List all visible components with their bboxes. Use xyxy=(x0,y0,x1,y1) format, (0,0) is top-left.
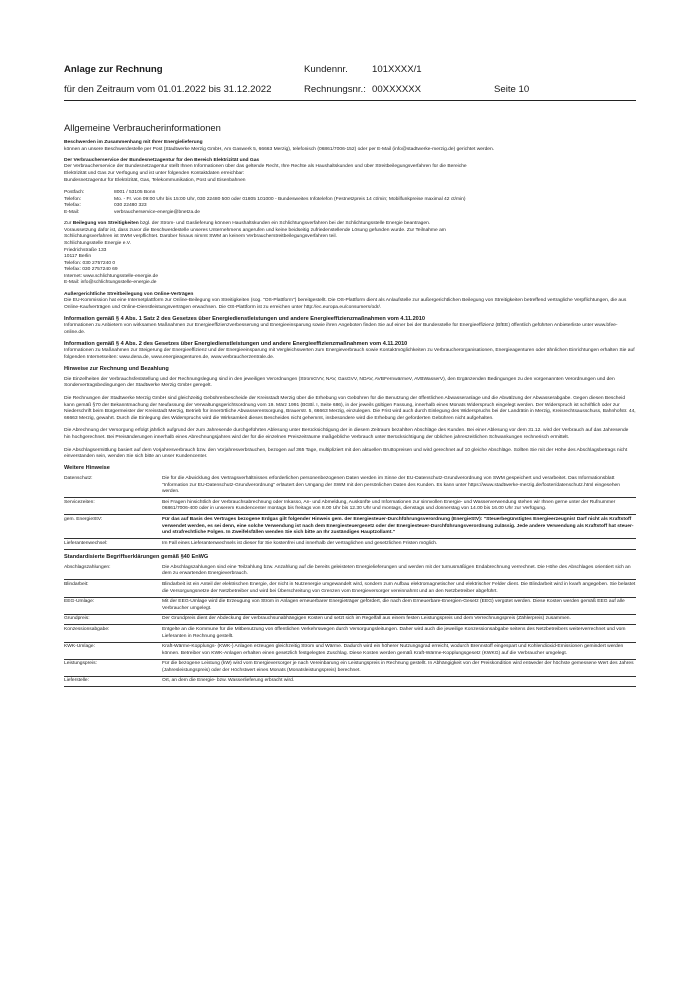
section-heading: Der Verbraucherservice der Bundesnetzagentur für den Bereich Elektrizität und Gas xyxy=(64,157,260,163)
header-period: für den Zeitraum vom 01.01.2022 bis 31.12.2022 xyxy=(64,84,272,95)
address-line: Friedrichstraße 133 xyxy=(64,247,107,253)
term-row xyxy=(64,627,636,643)
term-row xyxy=(64,661,636,677)
term-value: Die Abschlagszahlungen sind eine Teilzahlung bzw. Anzahlung auf die bereits geleisteten Energielieferungen und werden mit der turnusmäßigen Endabrechnung verrechnet. Die Höhe des Abschlages orientiert sich an dem zu erwartenden Energieverbrauch. xyxy=(162,564,631,577)
term-row xyxy=(64,582,636,598)
term-value: Ort, an dem die Energie- bzw. Wasserlieferung erbracht wird. xyxy=(162,678,295,684)
contact-value: verbraucherservice-energie@bnetza.de xyxy=(114,209,200,215)
term-label: Abschlagszahlungen: xyxy=(64,564,111,570)
term-label: KWK-Umlage: xyxy=(64,644,95,650)
contact-row xyxy=(64,190,636,197)
contact-value: 030 22480 323 xyxy=(114,203,147,209)
term-value: Entgelte an die Kommune für die Mitbenutzung von öffentlichen Verkehrswegen durch Versorgungsleitungen. Daher wird auch die jeweilige Konzessionsabgabe seitens des Netzbetreibers weiterverrechnet und vom Lieferanten in Rechnung gestellt. xyxy=(162,626,626,639)
note-value: Die für die Abwicklung des Vertragsverhältnisses erforderlichen personenbezogenen Daten werden im Sinne der EU-Datenschutz-Grundverordnung von SWM gespeichert und verarbeitet. Das Informationsblatt "Information zur EU-Datenschutz-Grundverordnung" erläutert den Umgang der SWM mit den persönlichen Daten des Kunden. Es kann unter https://www.stadtwerke-merzig.de/footer/datenschutz.html eingesehen werden. xyxy=(162,476,620,495)
section-text: Schlichtungsverfahren ist SWM verpflichtet. Darüber hinaus nimmt SWM an keinem Verbraucherstreitbeilegungsverfahren teil. xyxy=(64,234,337,240)
section-text: Die Einzelheiten der Verbrauchsfeststellung und der Rechnungslegung sind in den jeweiligen Verordnungen (StromGVV, NAV, GasGVV, NDAV, AVBFernwärmeV, AVBWasserV), den Ergänzenden Bedingungen zu den vorgenannten Verordnungen und den Sondervertragsbedingungen der Stadtwerke Merzig GmbH geregelt. xyxy=(64,376,615,389)
section-text: Der Verbraucherservice der Bundesnetzagentur stellt Ihnen Informationen über das geltende Recht, Ihre Rechte als Haushaltskunden und über Streitbeilegungsverfahren für die Bereiche xyxy=(64,164,467,170)
invoice-number-value: 00XXXXXX xyxy=(372,84,422,95)
invoice-number-label: Rechnungsnr.: xyxy=(304,84,366,95)
term-row xyxy=(64,644,636,660)
term-row xyxy=(64,565,636,581)
document-title: Allgemeine Verbraucherinformationen xyxy=(64,122,221,133)
text-emphasis: Beilegung von Streitigkeiten xyxy=(72,221,139,227)
contact-label: E-Mail: xyxy=(64,209,80,215)
section-heading: Beschwerden im Zusammenhang mit Ihrer Energielieferung xyxy=(64,140,203,145)
address-line: Telefax: 030 2757240 69 xyxy=(64,267,118,273)
section-info-4-2 xyxy=(64,341,636,361)
term-row xyxy=(64,616,636,625)
customer-number-value: 101XXXX/1 xyxy=(372,64,422,75)
contact-value: 8001 / 53105 Bonn xyxy=(114,190,156,196)
address-line: 10117 Berlin xyxy=(64,254,92,260)
section-text: Elektrizität und Gas zur Verfügung und ist unter folgenden Kontaktdaten erreichbar: xyxy=(64,170,245,176)
text-fragment: bzgl. der Strom- und Gaslieferung können Haushaltskunden ein Schlichtungsverfahren bei der Schlichtungsstelle Energie beantragen. xyxy=(138,221,431,227)
term-value: Mit der EEG-Umlage wird die Erzeugung von Strom in Anlagen erneuerbarer Energieträger gefördert, die nach dem Erneuerbare-Energien-Gesetz (EEG) vergütet werden. Diese Kosten werden gemäß EEG auf alle Verbraucher umgelegt. xyxy=(162,599,625,611)
note-label: gem. EnergieStV: xyxy=(64,516,103,522)
section-dispute xyxy=(64,221,636,287)
section-text xyxy=(64,221,636,228)
section-text: Die Abschlagsermittlung basiert auf dem Vorjahresverbrauch bzw. den Vorjahresverbräuchen, bezogen auf 365 Tage, multipliziert mit den aktuellen Bruttopreisen und wird gerechnet auf 10 gleiche Abschläge. Sollten Sie mit der Höhe des Abschlagsbetrags nicht einverstanden sein, wenden Sie sich bitte an unser Kundencenter. xyxy=(64,447,628,460)
section-heading: Standardisierte Begriffserklärungen gemäß §40 EnWG xyxy=(64,554,209,561)
section-text: Voraussetzung dafür ist, dass zuvor die Beschwerdestelle unseres Unternehmens angerufen und keine beidseitig zufriedenstellende Lösung gefunden wurde. Zur Teilnahme am xyxy=(64,227,446,233)
section-heading: Information gemäß § 4 Abs. 2 des Gesetzes über Energiedienstleistungen und andere Energieeffizienzmaßnahmen vom 4.11.2010 xyxy=(64,340,408,347)
term-label: Blindarbeit: xyxy=(64,582,89,588)
text-fragment: Zur xyxy=(64,221,73,227)
section-info-4-1 xyxy=(64,316,636,336)
section-heading: Außergerichtliche Streitbeilegung von Online-Verträgen xyxy=(64,291,194,297)
section-text: Die Abrechnung der Versorgung erfolgt jährlich aufgrund der zum Jahresende durchgeführten Ablesung unter Berücksichtigung der in diesem Zeitraum bezahlten Abschläge des Kunden. Bei einer Ablesung vor dem 31.12. wird der Verbrauch auf das Jahresende hin hochgerechnet. Bei Preisänderungen innerhalb eines Abrechnungsjahres wird der für die einzelnen Preiszeiträume maßgebliche Verbrauch unter Berücksichtigung der üblichen jahreszeitlichen Schwankungen rechnerisch ermittelt. xyxy=(64,428,629,441)
address-line: Internet: www.schlichtungsstelle-energie.de xyxy=(64,273,159,279)
term-label: Konzessionsabgabe: xyxy=(64,626,110,632)
contact-row xyxy=(64,203,636,210)
term-value: Für die bezogene Leistung (kW) wird vom Energieversorger je nach Vereinbarung ein Leistungspreis in Rechnung gestellt. In Abhängigkeit von der Preiskondition wird entweder der höchste gemessene Wert des Jahres (Jahresleistungspreis) oder der Höchstwert eines Monats (Monatsleistungspreis) berechnet. xyxy=(162,661,634,673)
section-term-definitions xyxy=(64,554,636,687)
section-text: Die Rechnungen der Stadtwerke Merzig GmbH sind gleichzeitig Gebührenbescheide der Kreisstadt Merzig über die Erhebung von Gebühren für die Benutzung der öffentlichen Abwasseranlage und die Abwälzung der Abwasserabgabe. Gegen diesen Bescheid kann gemäß §70 der Bekanntmachung der Neufassung der Verwaltungsgerichtsordnung vom 19. März 1991 (BGBl. I, Seite 686), in der jeweils gültigen Fassung, innerhalb eines Monats Widerspruch eingelegt werden. Der Widerspruch ist schriftlich oder zur Niederschrift beim Bürgermeister der Kreisstadt Merzig, Betrieb für innerörtliche Abwasserentsorgung, Brauerstr. 5, 66663 Merzig, einzulegen. Die Frist wird auch durch Einlegung des Widerspruchs bei der Landrätin in Merzig, Kreisrechtsausschuss, Bahnhofstr. 44, 66663 Merzig, gewahrt. Durch die Einlegung des Widerspruchs wird die Wirksamkeit dieses Bescheides nicht gehemmt, insbesondere wird die Erhebung der geforderten Gebühren nicht aufgehalten. xyxy=(64,396,636,421)
contact-label: Telefon: xyxy=(64,196,82,202)
term-label: EEG-Umlage: xyxy=(64,599,95,605)
section-text: Die EU-Kommission hat eine Internetplattform zur Online-Beilegung von Streitigkeiten (sog. "OS-Plattform") bereitgestellt. Die OS-Plattform dient als Anlaufstelle zur außergerichtlichen Beilegung von Streitigkeiten betreffend vertragliche Verpflichtungen, die aus Online-Kaufverträgen und Online-Dienstleistungsverträgen erwachsen. Die OS-Plattform ist zu erreichen unter http://ec.europa.eu/consumers/odr/. xyxy=(64,298,627,310)
section-heading: Hinweise zur Rechnung und Bezahlung xyxy=(64,365,169,372)
term-label: Grundpreis: xyxy=(64,616,90,622)
header-divider xyxy=(64,100,636,101)
address-line: Schlichtungsstelle Energie e.V. xyxy=(64,240,131,246)
section-text: Informationen zu Anbietern von wirksamen Maßnahmen zur Energieeffizienzverbesserung und Energieeinsparung sowie ihren Angeboten finden Sie auf einer bei der Bundesstelle für Energieeffizienz (BfEE) öffentlich geführten Anbieterliste unter www.bfee-online.de. xyxy=(64,323,618,335)
document-body xyxy=(64,122,636,692)
page-number: Seite 10 xyxy=(494,84,530,95)
note-label: Lieferantenwechsel: xyxy=(64,540,108,546)
section-heading: Information gemäß § 4 Abs. 1 Satz 2 des Gesetzes über Energiedienstleistungen und andere Energieeffizienzmaßnahmen vom 4.11.2010 xyxy=(64,316,426,323)
header-title: Anlage zur Rechnung xyxy=(64,64,163,75)
term-value: Blindarbeit ist ein Anteil der elektrischen Energie, der nicht in Nutzenergie umgewandelt wird, sondern zum Aufbau elektromagnetischer und elektrischer Felder dient. Die Blindarbeit wird in kvarh angegeben. Sie belastet die Versorgungsnetze der Netzbetreiber und wird bei Überschreitung von Grenzen vom Energieversorger vereinnahmt und an den Netzbetreiber abgeführt. xyxy=(162,582,636,594)
note-row xyxy=(64,476,636,498)
contact-row xyxy=(64,210,636,217)
section-billing xyxy=(64,366,636,461)
section-text: können an unsere Beschwerdestelle per Post (Stadtwerke Merzig GmbH, Am Gaswerk 5, 66663 Merzig), telefonisch (06861/7006-152) oder per E-Mail (info@stadtwerke-merzig.de) gerichtet werden. xyxy=(64,146,495,152)
term-value: Der Grundpreis dient der Abdeckung der verbrauchsunabhängigen Kosten und setzt sich im Regelfall aus einem festen Leistungspreis und dem Verrechnungspreis (Zählerpreis) zusammen. xyxy=(162,616,571,622)
term-label: Lieferstelle: xyxy=(64,678,90,684)
term-label: Leistungspreis: xyxy=(64,661,97,667)
section-text: Informationen zu Maßnahmen zur Steigerung der Energieeffizienz und der Energieeinsparung mit Vergleichswerten zum Energieverbrauch sowie Kontaktmöglichkeiten zu Verbraucherorganisationen, Energieagenturen oder ähnlichen Einrichtungen erhalten Sie auf folgenden Internetseiten: www.dena.de, www.energieagenturen.de, www.verbraucherzentrale.de. xyxy=(64,348,635,360)
note-row xyxy=(64,541,636,550)
note-row xyxy=(64,517,636,539)
contact-value: Mo. - Fr. von 09:00 Uhr bis 15:00 Uhr, 030 22480 500 oder 01805 101000 - Bundesweites Infotelefon (Festnetzpreis 14 ct/min; Mobilfunkpreise maximal 42 ct/min) xyxy=(114,196,466,202)
term-row xyxy=(64,599,636,615)
note-label: Servicezeiten: xyxy=(64,499,95,505)
note-value: Im Fall eines Lieferantenwechsels ist dieser für Sie kostenfrei und innerhalb der vertraglichen und gesetzlichen Fristen möglich. xyxy=(162,540,438,546)
contact-label: Postfach: xyxy=(64,190,85,196)
note-value: Für das auf Basis des Vertrages bezogene Erdgas gilt folgender Hinweis gem. der Energiesteuer-Durchführungsverordnung (EnergieStV): "Steuerbegünstigtes Energieerzeugnis! Darf nicht als Kraftstoff verwendet werden, es sei denn, eine solche Verwendung ist nach dem Energiesteuergesetz oder der Energiesteuer-Durchführungsverordnung zulässig. Jede andere Verwendung als Kraftstoff hat steuer- und strafrechtliche Folgen. In Zweifelsfällen wenden Sie sich bitte an Ihr zuständiges Hauptzollamt." xyxy=(162,516,634,536)
note-value: Bei Fragen hinsichtlich der Verbrauchsabrechnung oder Inkasso, An- und Abmeldung, Auskünfte und Informationen zur sinnvollen Energie- und Wasserverwendung stehen wir Ihnen gerne unter der Rufnummer 06861/7006-400 oder in unserem Kundencenter montags bis freitags von 8.00 Uhr bis 12.30 Uhr und montags, dienstags und donnerstag von 14.00 bis 16.00 Uhr zur Verfügung. xyxy=(162,499,616,512)
section-online-disputes xyxy=(64,292,636,312)
section-heading: Weitere Hinweise xyxy=(64,465,110,472)
term-row xyxy=(64,678,636,687)
section-complaints xyxy=(64,140,636,153)
contact-label: Telefax: xyxy=(64,203,81,209)
note-label: Datenschutz: xyxy=(64,476,93,481)
section-text: Bundesnetzagentur für Elektrizität, Gas, Telekommunikation, Post und Eisenbahnen xyxy=(64,177,246,183)
note-row xyxy=(64,500,636,516)
term-value: Kraft-Wärme-Kopplungs- (KWK-) Anlagen erzeugen gleichzeitig Strom und Wärme. Dadurch wird ein höherer Nutzungsgrad erreicht, wodurch Brennstoff eingespart und Kohlendioxid-Emissionen gemindert werden können. Betreiber von KWK-Anlagen erhalten einen gesetzlich festgelegten Zuschlag. Diese Kosten werden gemäß Kraft-Wärme-Kopplungsgesetz (KWKG) auf die Verbraucher umgelegt. xyxy=(162,644,624,656)
address-line: E-Mail: info@schlichtungsstelle-energie.de xyxy=(64,280,157,286)
customer-number-label: Kundennr. xyxy=(304,64,348,75)
section-further-notes xyxy=(64,465,636,549)
contact-row xyxy=(64,197,636,204)
section-agency xyxy=(64,158,636,217)
address-line: Telefon: 030 2757240 0 xyxy=(64,260,116,266)
